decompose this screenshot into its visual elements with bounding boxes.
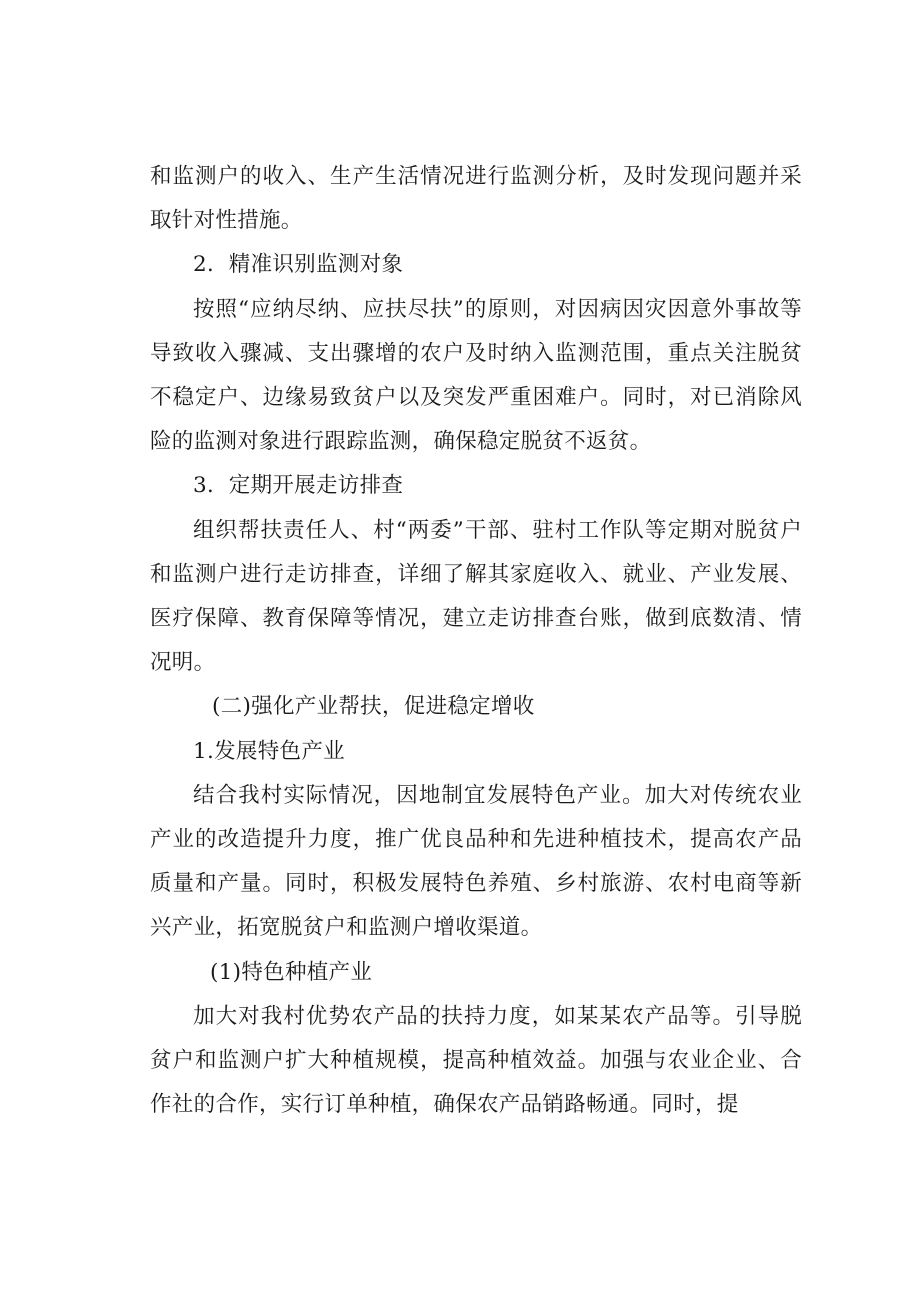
subheading-precise-identification: 2．精准识别监测对象 (193, 252, 404, 278)
paragraph-visits: 组织帮扶责任人、村“两委”干部、驻村工作队等定期对脱贫户和监测户进行走访排查，详细了解其家庭收入、就业、产业发展、医疗保障、教育保障等情况，建立走访排查台账，做到底数清、情况明。 (150, 517, 802, 676)
subheading-regular-visits: 3．定期开展走访排查 (193, 473, 404, 499)
section-heading-industry-support: (二)强化产业帮扶，促进稳定增收 (212, 694, 535, 720)
paragraph-continued: 和监测户的收入、生产生活情况进行监测分析，及时发现问题并采取针对性措施。 (150, 164, 802, 234)
subheading-special-industry: 1.发展特色产业 (193, 738, 345, 764)
paragraph-planting: 加大对我村优势农产品的扶持力度，如某某农产品等。引导脱贫户和监测户扩大种植规模，提高种植效益。加强与农业企业、合作社的合作，实行订单种植，确保农产品销路畅通。同时，提 (150, 1003, 802, 1118)
paragraph-special-industry: 结合我村实际情况，因地制宜发展特色产业。加大对传统农业产业的改造提升力度，推广优良品种和先进种植技术，提高农产品质量和产量。同时，积极发展特色养殖、乡村旅游、农村电商等新兴产业，拓宽脱贫户和监测户增收渠道。 (150, 782, 802, 941)
document-body (150, 155, 802, 1127)
paragraph-identification: 按照“应纳尽纳、应扶尽扶”的原则，对因病因灾因意外事故等导致收入骤减、支出骤增的农户及时纳入监测范围，重点关注脱贫不稳定户、边缘易致贫户以及突发严重困难户。同时，对已消除风险的监测对象进行跟踪监测，确保稳定脱贫不返贫。 (150, 296, 802, 455)
item-heading-planting: (1)特色种植产业 (210, 959, 373, 985)
